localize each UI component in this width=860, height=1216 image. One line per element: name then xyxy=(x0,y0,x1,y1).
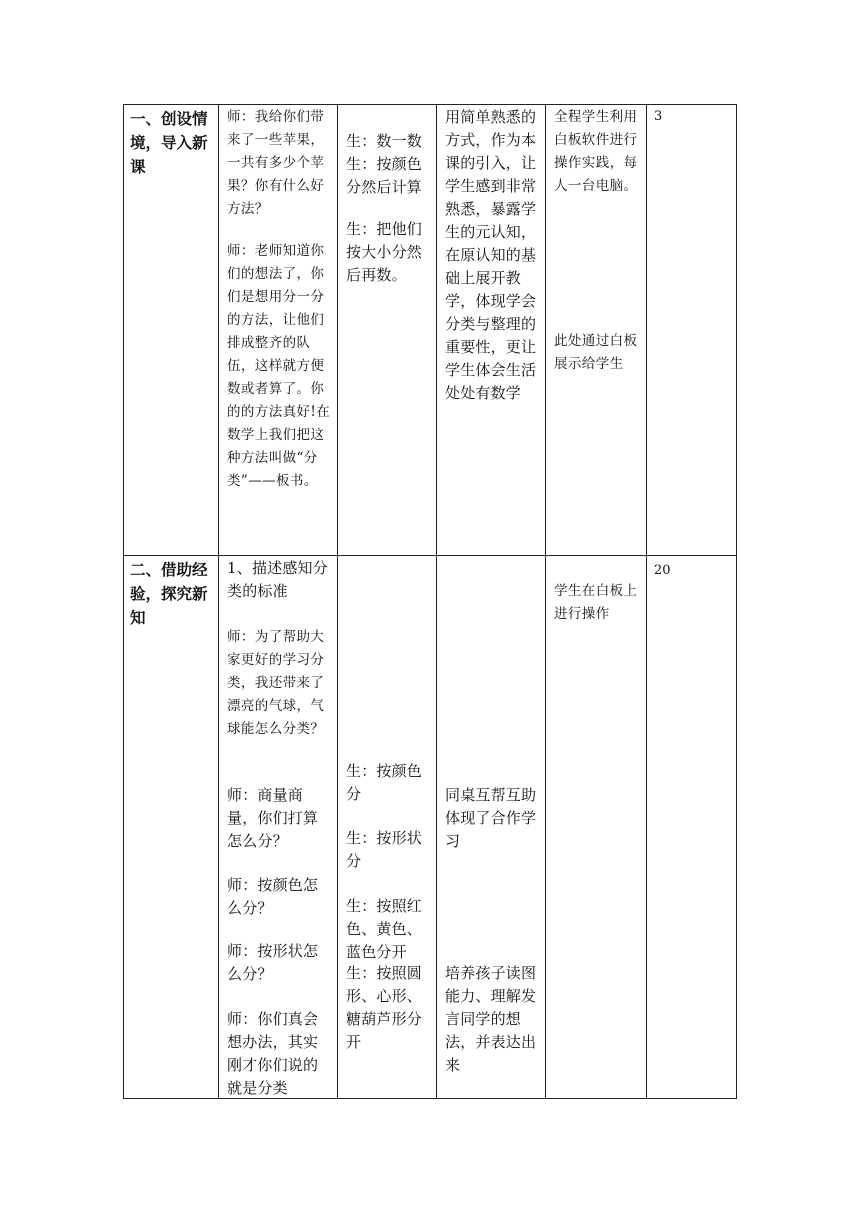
teacher-text: 师：为了帮助大家更好的学习分类，我还带来了漂亮的气球，气球能怎么分类？ xyxy=(227,629,325,737)
student-text: 生：按形状分 xyxy=(346,829,423,870)
teacher-text: 师：老师知道你们的想法了，你们是想用分一分的方法，让他们排成整齐的队伍，这样就方便数或者算了。你的的方法真好!在数学上我们把这种方法叫做“分类”——板书。 xyxy=(227,243,331,489)
student-text: 生：按照红色、黄色、蓝色分开 xyxy=(346,897,423,961)
column-divider xyxy=(545,104,546,1099)
teacher-text: 师：商量商量，你们打算怎么分？ xyxy=(227,786,319,850)
media-text: 此处通过白板展示给学生 xyxy=(554,333,638,372)
stage-cell: 二、借助经验，探究新知 xyxy=(130,561,208,627)
table-border-bottom xyxy=(123,1098,737,1099)
table-row-divider xyxy=(123,555,737,556)
student-text: 生：按照圆形、心形、糖葫芦形分开 xyxy=(346,964,423,1051)
column-divider xyxy=(436,104,437,1099)
time-value: 3 xyxy=(654,109,663,124)
stage-cell: 一、创设情境，导入新课 xyxy=(130,110,208,176)
design-intent-text: 同桌互帮互助体现了合作学习 xyxy=(445,786,537,850)
table-border-top xyxy=(123,104,737,105)
teacher-text: 1、描述感知分类的标准 xyxy=(227,559,328,600)
student-text: 生：按颜色分然后计算 xyxy=(346,155,423,196)
table-border-right xyxy=(736,104,737,1099)
design-intent-text: 培养孩子读图能力、理解发言同学的想法，并表达出来 xyxy=(445,964,537,1074)
column-divider xyxy=(218,104,219,1099)
column-divider xyxy=(646,104,647,1099)
teacher-text: 师：我给你们带来了一些苹果，一共有多少个苹果？你有什么好方法？ xyxy=(227,109,325,217)
column-divider xyxy=(337,104,338,1099)
design-intent-text: 用简单熟悉的方式，作为本课的引入，让学生感到非常熟悉，暴露学生的元认知，在原认知的基础上展开教学，体现学会分类与整理的重要性，更让学生体会生活处处有数学 xyxy=(445,108,537,402)
student-text: 生：数一数 xyxy=(346,132,423,150)
table-border-left xyxy=(123,104,124,1099)
media-text: 全程学生利用白板软件进行操作实践，每人一台电脑。 xyxy=(554,109,638,194)
teacher-text: 师：按形状怎么分？ xyxy=(227,942,319,983)
student-text: 生：把他们按大小分然后再数。 xyxy=(346,220,423,284)
student-text: 生：按颜色分 xyxy=(346,762,423,803)
media-text: 学生在白板上进行操作 xyxy=(554,583,638,622)
teacher-text: 师：你们真会想办法，其实刚才你们说的就是分类 xyxy=(227,1010,319,1097)
teacher-text: 师：按颜色怎么分？ xyxy=(227,876,319,917)
time-value: 20 xyxy=(654,563,671,578)
